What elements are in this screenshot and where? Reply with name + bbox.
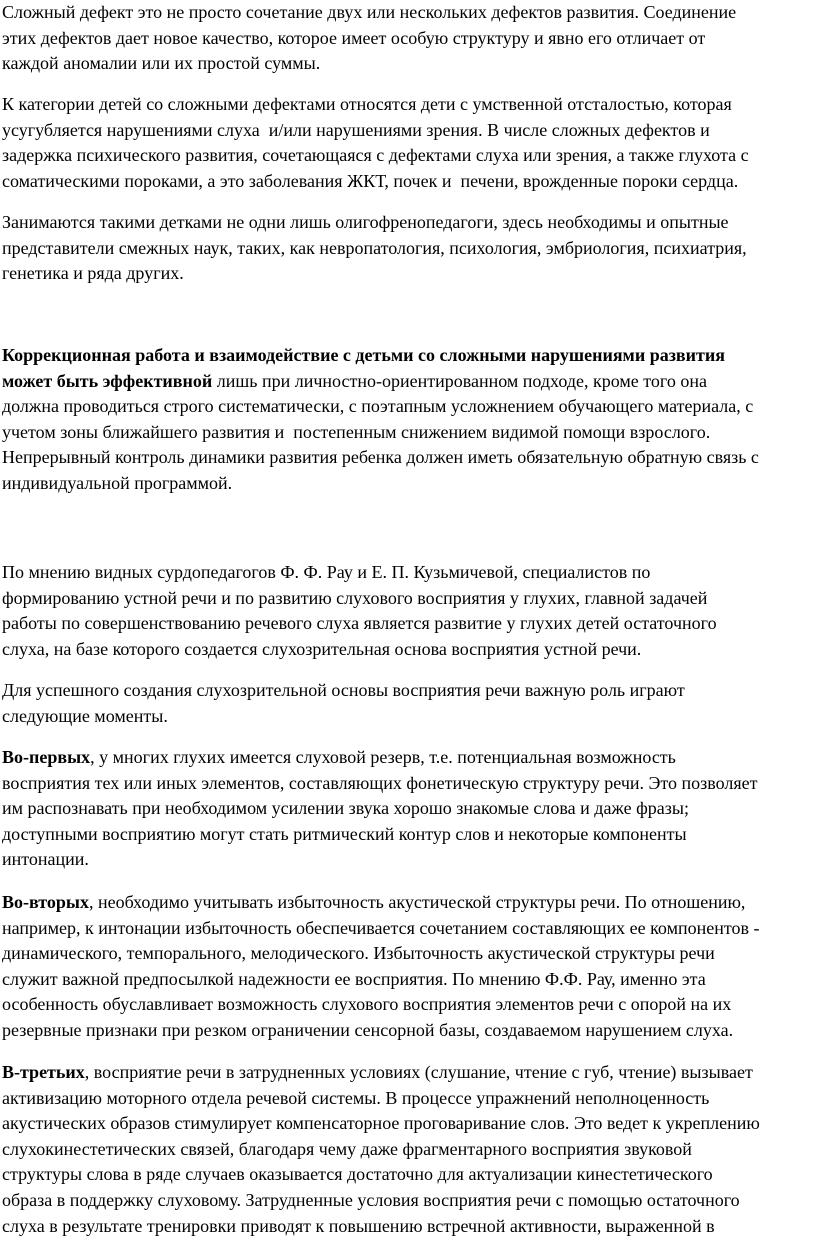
line-text: Сложный дефект это не просто сочетание двух или нескольких дефектов развития. Соединение [2, 2, 737, 22]
line-text: слуха в результате тренировки приводят к повышению встречной активности, выраженной в [2, 1215, 715, 1236]
line-text: например, к интонации избыточность обеспечивается сочетанием составляющих ее компонентов - [2, 917, 760, 938]
text-line [2, 394, 759, 420]
bold-lead-text: Во-первых [2, 747, 91, 767]
line-text: Для успешного создания слухозрительной основы восприятия речи важную роль играют [2, 680, 685, 700]
text-line [2, 261, 747, 287]
line-text: интонации. [2, 849, 89, 870]
text-line [2, 420, 759, 446]
line-text: По мнению видных сурдопедагогов Ф. Ф. Рау и Е. П. Кузьмичевой, специалистов по [2, 562, 651, 582]
text-line [2, 471, 759, 497]
text-line [2, 210, 747, 236]
line-text: работы по совершенствованию речевого слуха является развитие у глухих детей остаточного [2, 613, 717, 634]
line-text: , восприятие речи в затрудненных условиях (слушание, чтение с губ, чтение) вызывает [84, 1062, 753, 1082]
text-line [2, 771, 758, 797]
line-text: генетика и ряда других. [2, 263, 184, 284]
text-line [2, 941, 759, 967]
line-text: усугубляется нарушениями слуха и/или нарушениями зрения. В числе сложных дефектов и [2, 119, 710, 140]
paragraph [2, 92, 749, 194]
bold-lead-text: Коррекционная работа и взаимодействие с детьми со сложными нарушениями развития [2, 345, 725, 365]
line-text: лишь при личностно-ориентированном подходе, кроме того она [212, 370, 707, 391]
text-line [2, 611, 717, 637]
line-text: соматическими пороками, а это заболевания ЖКТ, почек и печени, врожденные пороки сердца. [2, 170, 739, 191]
line-text: Непрерывный контроль динамики развития ребенка должен иметь обязательную обратную связь с [2, 447, 759, 468]
line-text: должна проводиться строго систематически, с поэтапным усложнением обучающего материала, с [2, 396, 754, 417]
paragraph [2, 343, 759, 497]
line-text: особенность обуславливает возможность слухового восприятия элементов речи с опорой на их [2, 994, 732, 1015]
line-text: восприятия тех или иных элементов, составляющих фонетическую структуру речи. Это позволяет [2, 772, 758, 793]
line-text: учетом зоны ближайшего развития и постепенным снижением видимой помощи взрослого. [2, 421, 711, 442]
text-line [2, 0, 736, 26]
line-text: структуры слова в ряде случаев оказывается достаточно для актуализации кинестетического [2, 1164, 713, 1185]
text-line [2, 92, 749, 118]
text-line [2, 1086, 760, 1112]
text-line [2, 1214, 760, 1240]
text-line [2, 26, 736, 52]
line-text: , у многих глухих имеется слуховой резерв, т.е. потенциальная возможность [90, 747, 676, 767]
line-text: акустических образов стимулирует компенсаторное проговаривание слов. Это ведет к укреплению [2, 1113, 760, 1134]
text-line [2, 745, 758, 771]
paragraph [2, 745, 758, 873]
text-line [2, 847, 758, 873]
text-line [2, 143, 749, 169]
bold-lead-text: В-третьих [2, 1062, 85, 1082]
line-text: Занимаются такими детками не одни лишь олигофренопедагоги, здесь необходимы и опытные [2, 212, 729, 232]
line-text: служит важной предпосылкой надежности ее восприятия. По мнению Ф.Ф. Рау, именно эта [2, 968, 706, 989]
line-text: каждой аномалии или их простой суммы. [2, 53, 321, 74]
text-line [2, 1162, 760, 1188]
text-line [2, 704, 685, 730]
bold-lead-text: может быть эффективной [2, 370, 213, 391]
text-line [2, 890, 759, 916]
text-line [2, 822, 758, 848]
text-line [2, 916, 759, 942]
line-text: им распознавать при необходимом усилении звука хорошо знакомые слова и даже фразы; [2, 798, 689, 819]
paragraph [2, 1060, 760, 1239]
line-text: динамического, темпорального, мелодического. Избыточность акустической структуры речи [2, 943, 715, 964]
line-text: формированию устной речи и по развитию слухового восприятия у глухих, главной задачей [2, 587, 708, 608]
paragraph [2, 210, 747, 287]
text-line [2, 586, 717, 612]
text-line [2, 445, 759, 471]
text-line [2, 1111, 760, 1137]
line-text: слуха, на базе которого создается слухозрительная основа восприятия устной речи. [2, 638, 642, 659]
line-text: доступными восприятию могут стать ритмический контур слов и некоторые компоненты [2, 823, 687, 844]
text-line [2, 343, 759, 369]
line-text: , необходимо учитывать избыточность акустической структуры речи. По отношению, [88, 892, 746, 912]
paragraph [2, 890, 759, 1044]
text-line [2, 1060, 760, 1086]
text-line [2, 560, 717, 586]
line-text: следующие моменты. [2, 705, 168, 726]
text-line [2, 967, 759, 993]
text-line [2, 992, 759, 1018]
text-line [2, 678, 685, 704]
line-text: активизацию моторного отдела речевой системы. В процессе упражнений неполноценность [2, 1087, 710, 1108]
text-line [2, 1018, 759, 1044]
line-text: задержка психического развития, сочетающаяся с дефектами слуха или зрения, а также глухота с [2, 145, 749, 166]
paragraph [2, 0, 736, 77]
text-line [2, 169, 749, 195]
text-line [2, 637, 717, 663]
line-text: представители смежных наук, таких, как невропатология, психология, эмбриология, психиатрия, [2, 237, 747, 258]
line-text: этих дефектов дает новое качество, которое имеет особую структуру и явно его отличает от [2, 27, 706, 48]
text-line [2, 369, 759, 395]
text-line [2, 1137, 760, 1163]
bold-lead-text: Во-вторых [2, 892, 89, 912]
paragraph [2, 560, 717, 662]
line-text: резервные признаки при резком ограничении сенсорной базы, создаваемом нарушением слуха. [2, 1019, 734, 1040]
paragraph [2, 678, 685, 729]
line-text: индивидуальной программой. [2, 472, 233, 493]
text-line [2, 1188, 760, 1214]
text-line [2, 796, 758, 822]
line-text: образа в поддержку слуховому. Затрудненные условия восприятия речи с помощью остаточного [2, 1189, 740, 1210]
text-line [2, 51, 736, 77]
text-line [2, 118, 749, 144]
line-text: слухокинестетических связей, благодаря чему даже фрагментарного восприятия звуковой [2, 1138, 692, 1159]
line-text: К категории детей со сложными дефектами относятся дети с умственной отсталостью, которая [2, 94, 732, 114]
text-line [2, 236, 747, 262]
